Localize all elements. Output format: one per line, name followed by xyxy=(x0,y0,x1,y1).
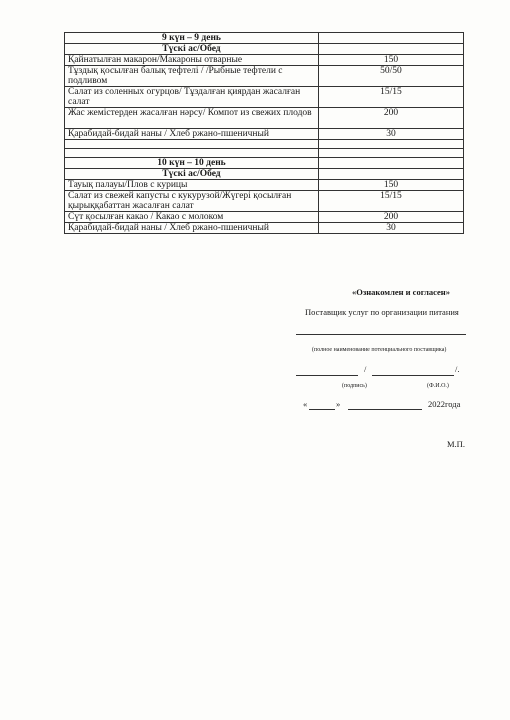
dish-qty: 15/15 xyxy=(318,191,463,212)
fio-line xyxy=(372,375,454,376)
dish-name: Тұздық қосылған балық тефтелі / /Рыбные тефтели с подливом xyxy=(65,66,319,87)
blank-row xyxy=(65,149,464,158)
provider-caption: (полное наименование потенциального поставщика) xyxy=(312,347,447,353)
dish-qty: 50/50 xyxy=(318,66,463,87)
dish-qty: 200 xyxy=(318,212,463,223)
dish-name: Қарабидай-бидай наны / Хлеб ржано-пшеничный xyxy=(65,223,319,234)
agreement-heading: «Ознакомлен и согласен» xyxy=(352,287,450,297)
day9-meal-row xyxy=(65,44,464,55)
provider-name-line xyxy=(296,334,466,335)
dish-name: Сүт қосылған какао / Какао с молоком xyxy=(65,212,319,223)
dish-name: Салат из свежей капусты с кукурузой/Жүгері қосылған қырыққабаттан жасалған салат xyxy=(65,191,319,212)
day10-meal: Түскі ас/Обед xyxy=(65,169,319,180)
date-open-quote: « xyxy=(303,399,308,409)
dish-qty: 30 xyxy=(318,223,463,234)
date-year: 2022года xyxy=(428,399,461,409)
dish-qty: 150 xyxy=(318,180,463,191)
provider-label: Поставщик услуг по организации питания xyxy=(305,307,459,317)
table-row xyxy=(65,212,464,223)
signature-caption: (подпись) xyxy=(342,383,367,389)
table-row xyxy=(65,129,464,140)
dish-qty: 150 xyxy=(318,55,463,66)
date-day-line xyxy=(309,409,335,410)
day10-meal-row xyxy=(65,169,464,180)
date-close-quote: » xyxy=(336,399,341,409)
table-row xyxy=(65,108,464,129)
table-row xyxy=(65,55,464,66)
day9-title-row xyxy=(65,33,464,44)
dish-qty: 15/15 xyxy=(318,87,463,108)
day9-title: 9 күн – 9 день xyxy=(65,33,319,44)
date-month-line xyxy=(348,409,422,410)
dish-name: Қарабидай-бидай наны / Хлеб ржано-пшеничный xyxy=(65,129,319,140)
table-row xyxy=(65,87,464,108)
blank-row xyxy=(65,140,464,149)
table-row xyxy=(65,66,464,87)
table-row xyxy=(65,223,464,234)
day9-meal: Түскі ас/Обед xyxy=(65,44,319,55)
fio-caption: (Ф.И.О.) xyxy=(427,383,449,389)
dish-name: Қайнатылған макарон/Макароны отварные xyxy=(65,55,319,66)
dish-qty: 30 xyxy=(318,129,463,140)
day10-title-row xyxy=(65,158,464,169)
menu-table xyxy=(64,32,464,234)
dish-qty: 200 xyxy=(318,108,463,129)
table-row xyxy=(65,191,464,212)
dish-name: Жас жемістерден жасалған нәрсу/ Компот из свежих плодов xyxy=(65,108,319,129)
day10-title: 10 күн – 10 день xyxy=(65,158,319,169)
signature-slash: / xyxy=(364,364,367,374)
table-row xyxy=(65,180,464,191)
dish-name: Салат из соленных огурцов/ Тұздалған қиярдан жасалған салат xyxy=(65,87,319,108)
stamp-place: М.П. xyxy=(447,439,465,449)
fio-end: /. xyxy=(455,364,460,374)
signature-line xyxy=(296,375,358,376)
dish-name: Тауық палауы/Плов с курицы xyxy=(65,180,319,191)
